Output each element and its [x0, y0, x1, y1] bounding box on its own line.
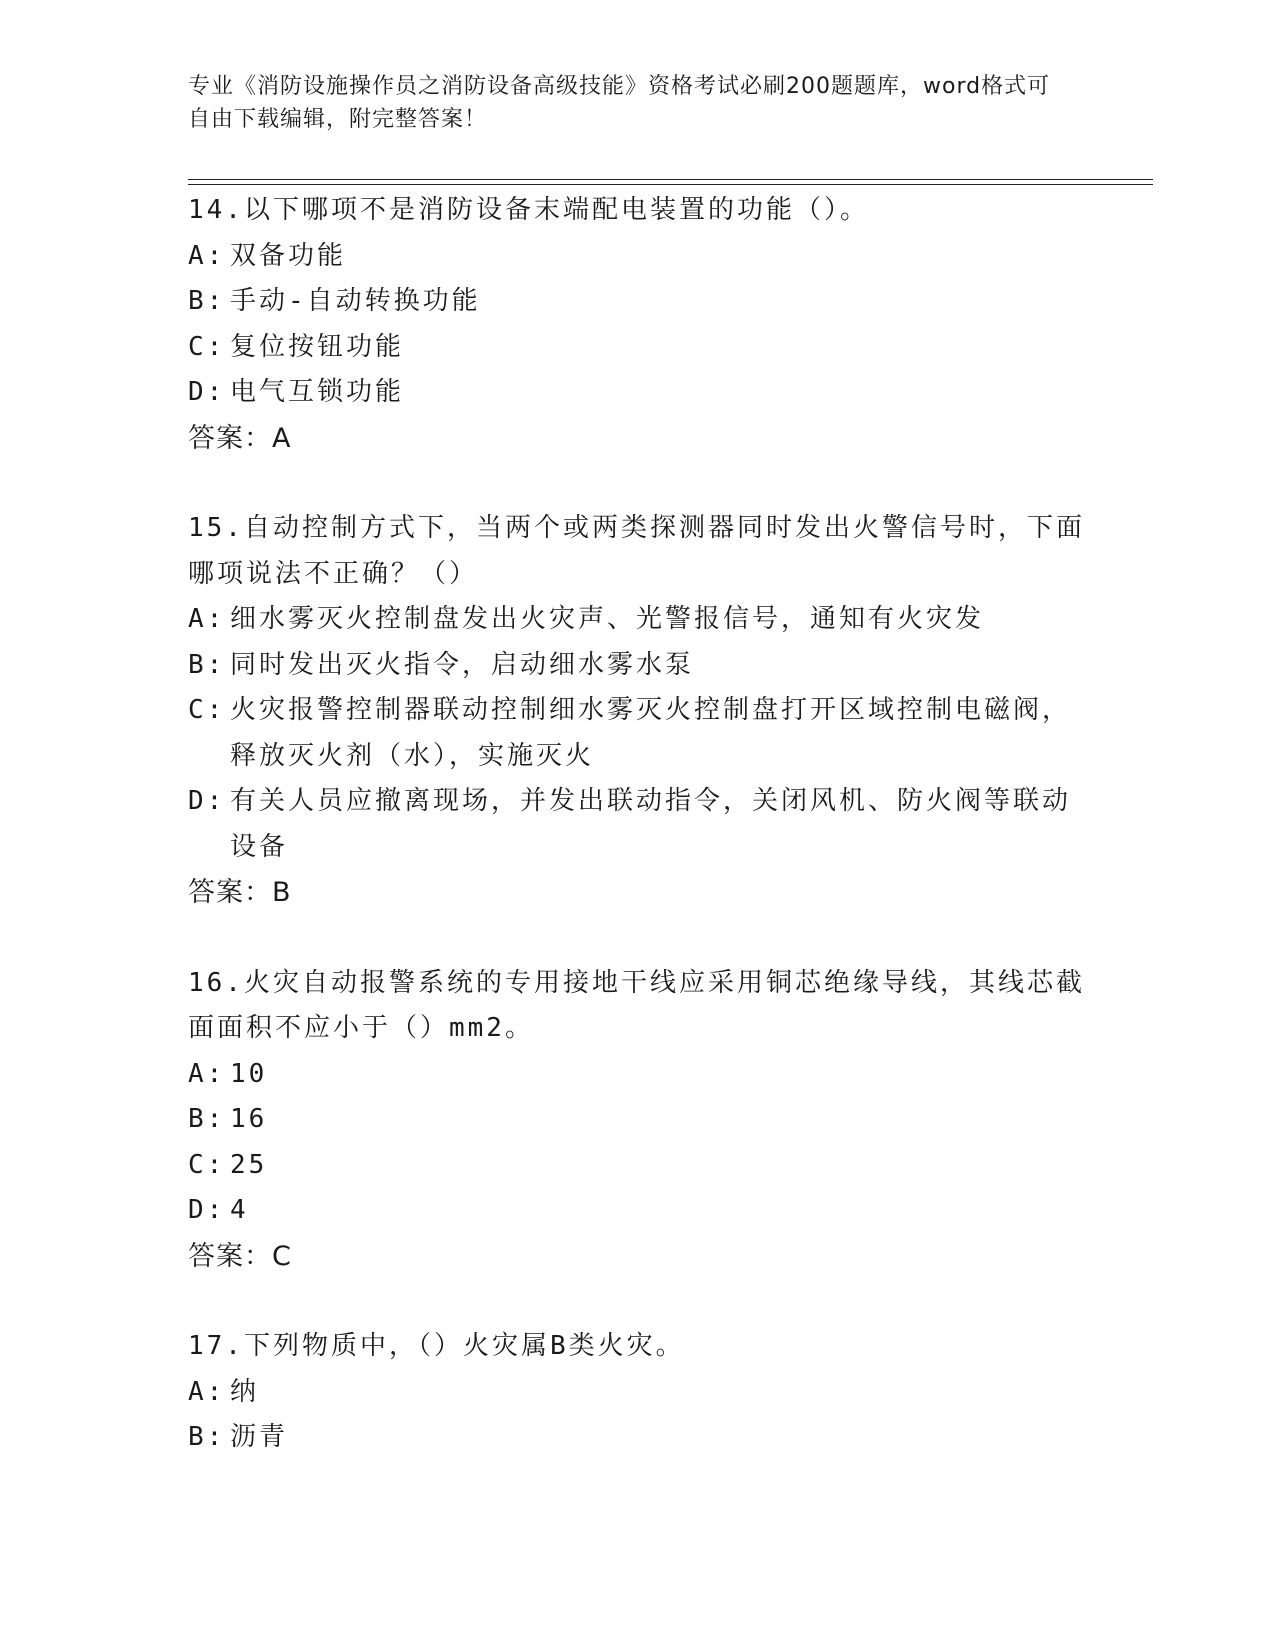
- answer-line: 答案：B: [188, 877, 292, 908]
- question-block: [188, 506, 1088, 916]
- option-text: 16: [230, 1104, 268, 1134]
- option-d: [188, 1188, 1088, 1234]
- question-stem: 14.以下哪项不是消防设备末端配电装置的功能（）。: [188, 195, 869, 225]
- option-key: C:: [188, 1149, 226, 1180]
- option-c: [188, 1143, 1088, 1189]
- document-header: 专业《消防设施操作员之消防设备高级技能》资格考试必刷200题题库，word格式可自由下载编辑，附完整答案！: [188, 74, 1051, 132]
- option-key: B:: [188, 1422, 226, 1452]
- option-key: A:: [188, 1058, 226, 1089]
- option-text: 10: [230, 1058, 268, 1089]
- option-text: 同时发出灭火指令，启动细水雾水泵: [230, 649, 695, 680]
- question-stem: 16.火灾自动报警系统的专用接地干线应采用铜芯绝缘导线，其线芯截面面积不应小于（）mm2。: [188, 967, 1085, 1043]
- option-d: [188, 370, 1088, 416]
- option-key: D:: [188, 786, 226, 816]
- option-a: [188, 1370, 1088, 1416]
- option-text: 纳: [230, 1376, 260, 1407]
- option-key: C:: [188, 695, 226, 725]
- option-b: [188, 1097, 1088, 1143]
- option-b: [188, 643, 1088, 689]
- question-stem: 15.自动控制方式下，当两个或两类探测器同时发出火警信号时，下面哪项说法不正确？（）: [188, 513, 1085, 589]
- option-text: 4: [230, 1195, 249, 1225]
- answer-line: 答案：A: [188, 422, 292, 454]
- option-a: [188, 234, 1088, 280]
- question-list: [188, 188, 1088, 1506]
- option-text: 双备功能: [230, 240, 347, 271]
- option-d: [188, 779, 1088, 870]
- option-b: [188, 279, 1088, 325]
- option-key: D:: [188, 1195, 226, 1225]
- option-c: [188, 325, 1088, 371]
- option-text: 细水雾灭火控制盘发出火灾声、光警报信号，通知有火灾发: [230, 604, 985, 634]
- header-divider-top: [188, 179, 1153, 180]
- option-b: [188, 1415, 1088, 1461]
- question-block: [188, 961, 1088, 1280]
- option-text: 25: [230, 1149, 268, 1180]
- question-block: [188, 188, 1088, 461]
- answer-line: 答案：C: [188, 1240, 292, 1272]
- option-text: 电气互锁功能: [230, 377, 405, 407]
- option-key: A:: [188, 240, 226, 271]
- option-text: 有关人员应撤离现场，并发出联动指令，关闭风机、防火阀等联动设备: [230, 786, 1072, 862]
- header-divider-bottom: [188, 184, 1153, 185]
- option-key: B:: [188, 1104, 226, 1134]
- option-key: D:: [188, 377, 226, 407]
- option-key: B:: [188, 649, 226, 680]
- option-key: C:: [188, 331, 226, 362]
- option-text: 火灾报警控制器联动控制细水雾灭火控制盘打开区域控制电磁阀，释放灭火剂（水），实施灭火: [230, 695, 1072, 771]
- option-a: [188, 1052, 1088, 1098]
- option-text: 复位按钮功能: [230, 331, 405, 362]
- option-text: 手动-自动转换功能: [230, 286, 481, 316]
- option-c: [188, 688, 1088, 779]
- option-key: A:: [188, 604, 226, 634]
- option-key: A:: [188, 1376, 226, 1407]
- option-key: B:: [188, 286, 226, 316]
- option-a: [188, 597, 1088, 643]
- option-text: 沥青: [230, 1422, 289, 1452]
- question-block: [188, 1324, 1088, 1461]
- question-stem: 17.下列物质中，（）火灾属B类火灾。: [188, 1331, 685, 1361]
